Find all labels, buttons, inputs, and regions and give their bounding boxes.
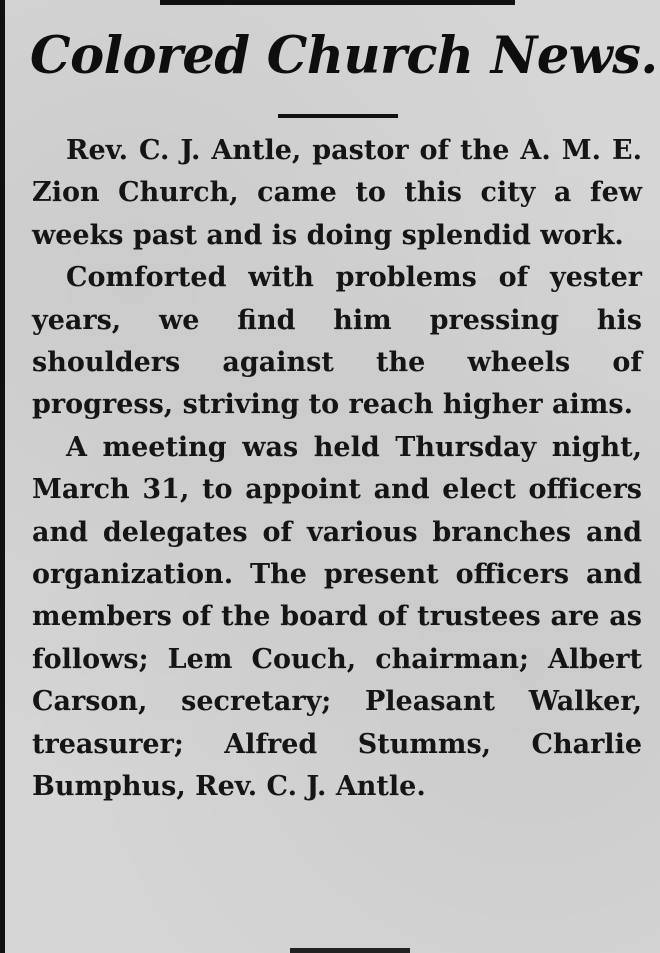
column-edge-rule (0, 0, 5, 953)
paragraph-1: Rev. C. J. Antle, pastor of the A. M. E. Zion Church, came to this city a few weeks past and is doing splendid work. (32, 135, 642, 251)
bottom-rule (290, 948, 410, 953)
paragraph-2: Comforted with problems of yester years, we find him pressing his shoulders against the wheels of progress, striving to reach higher aims. (32, 262, 642, 421)
headline-divider (278, 114, 398, 118)
article-body (32, 130, 642, 809)
top-rule (160, 0, 515, 5)
headline: Colored Church News. (30, 26, 658, 86)
paragraph-3: A meeting was held Thursday night, March 31, to appoint and elect officers and delegates of various branches and organization. The present officers and members of the board of trustees are as follows; Lem Couch, chairman; Albert Carson, secretary; Pleasant Walker, treasurer; Alfred Stumms, Charlie Bumphus, Rev. C. J. Antle. (32, 431, 642, 803)
